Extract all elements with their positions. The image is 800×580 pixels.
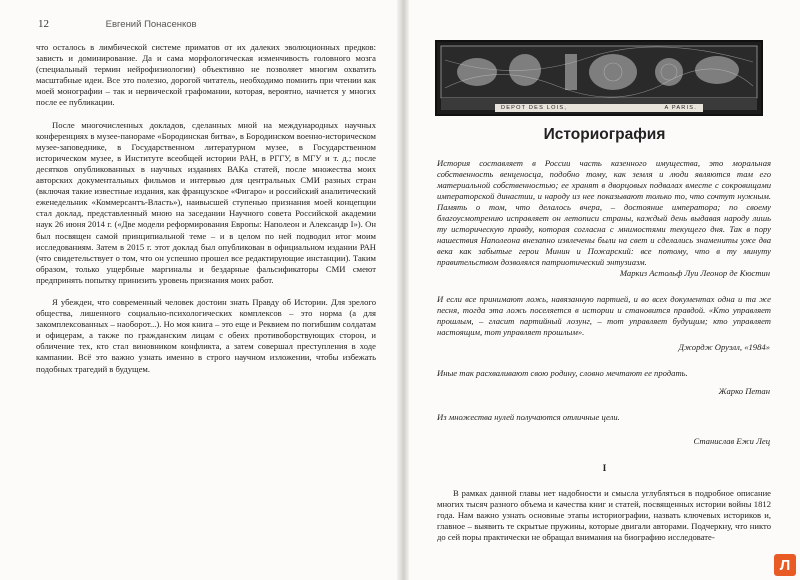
epigraph-author: Станислав Ежи Лец: [693, 436, 770, 446]
section-number: I: [602, 464, 607, 474]
epigraph-author: Маркиз Астольф Луи Леонор де Кюстин: [619, 268, 770, 278]
epigraph-author: Жарко Петан: [718, 386, 770, 396]
epigraph-author: Джордж Оруэлл, «1984»: [678, 342, 770, 352]
left-page: [0, 0, 398, 580]
left-page-body: [36, 42, 376, 386]
right-page: [409, 0, 800, 580]
epigraph-text: Иные так расхваливают свою родину, словно мечтают ее продать.: [437, 368, 688, 378]
paragraph: В рамках данной главы нет надобности и смысла углубляться в подробное описание многих тысяч разного объема и качества книг и статей, посвященных истории войны 1812 года. Нам важно узнать основные этапы историографии, назвать ключевых историков и, главное – выявить те скрытые пружины, которые двигали авторами. Подчеркну, что никто до сей поры практически не обращал внимания на биографию исследовате-: [437, 488, 771, 543]
litres-logo-icon: Л: [774, 554, 796, 576]
engraving-banner: [435, 40, 763, 116]
page-number: 12: [38, 18, 49, 30]
book-gutter: [397, 0, 409, 580]
caption-right: A PARIS.: [664, 105, 697, 111]
running-header: Евгений Понасенков: [105, 19, 197, 30]
left-page-header: [38, 18, 384, 30]
paragraph: Я убежден, что современный человек достоин знать Правду об Истории. Для зрелого общества, лишенного социально-психологических комплексов – это норма (а для закомплексованных – наоборот...). Но моя книга – это еще и Реквием по погибшим солдатам и офицерам, а также по гражданским лицам с обеих противоборствующих сторон, и обличение тех, кто стал виновником конфликта, а затем совершал преступления в ходе кампании. Всё это важно узнать именно в строго научном изложении, чтобы избежать подобных трагедий в будущем.: [36, 296, 376, 374]
epigraph-text: И если все принимают ложь, навязанную партией, и во всех документах одна и та же песня, тогда эта ложь поселяется в истории и становится правдой. «Кто управляет прошлым, – гласит партийный лозунг, – тот управляет будущим; кто управляет настоящим, тот управляет прошлым».: [437, 294, 771, 337]
caption-left: DEPOT DES LOIS,: [501, 105, 568, 111]
paragraph: что осталось в лимбической системе приматов от их далеких эволюционных предков: зависть и доминирование. Да и сама морфологическая изменчивость головного мозга (специальный термин нейрофизиологии) объективно не позволяет многим охватить масштабные идеи. Все это полезно, дорогой читатель, необходимо помнить при чтении как моей монографии – так и нервической графомании, которая, вероятно, начнется у многих после ее публикации.: [36, 42, 376, 108]
paragraph: После многочисленных докладов, сделанных мной на международных научных конференциях в музее-панораме «Бородинская битва», в Бородинском военно-историческом музее-заповеднике, в Государственном литературном музее, в Государственном историческом музее, в Институте всеобщей истории РАН, в РГГУ, в МГУ и т. д.; после десятков опубликованных в научных изданиях ВАКа статей, после множества моих авторских документальных фильмов и интервью для центральных СМИ разных стран (включая такие известные издания, как французское «Фигаро» и российский аналитический еженедельник «Коммерсантъ-Власть»), наивысшей ступенью признания моей концепции стал доклад, представленный мною на заседании Научного совета Российской академии наук 26 июня 2014 г. («Две модели реформирования Европы: Наполеон и Александр I»). Он был посвящен самой принципиальной теме – и в целом по ней подводил итог моим исследованиям. Затем в 2015 г. этот доклад был опубликован в официальном издании РАН (что свидетельствует о том, что он успешно прошел все редактирующие инстанции). Таким образом, только ущербные маргиналы и бездарные фальсификаторы СМИ смеют предпринять попытку принизить уровень признания моих работ.: [36, 119, 376, 285]
epigraph-text: История составляет в России часть казенного имущества, это моральная собственность венценосца, подобно тому, как земля и люди являются там его материальной собственностью; ее хранят в дворцовых подвалах вместе с сокровищами императорской династии, и народу из нее показывают только то, что сочтут нужным. Память о том, что делалось вчера, – достояние императора; по своему благоусмотрению исправляет он летописи страны, каждый день выдавая народу лишь ту историческую правду, которая согласна с мнимостями текущего дня. Так в пору нашествия Наполеона внезапно извлечены были на свет и сделались знамениты уже два века как забытые герои Минин и Пожарский: все потому, что в ту минуту правительством дозволялся патриотический энтузиазм.: [437, 158, 771, 267]
chapter-title: Историография: [543, 126, 666, 143]
epigraph-text: Из множества нулей получаются отличные цели.: [437, 412, 620, 422]
engraving-caption: [495, 104, 703, 112]
